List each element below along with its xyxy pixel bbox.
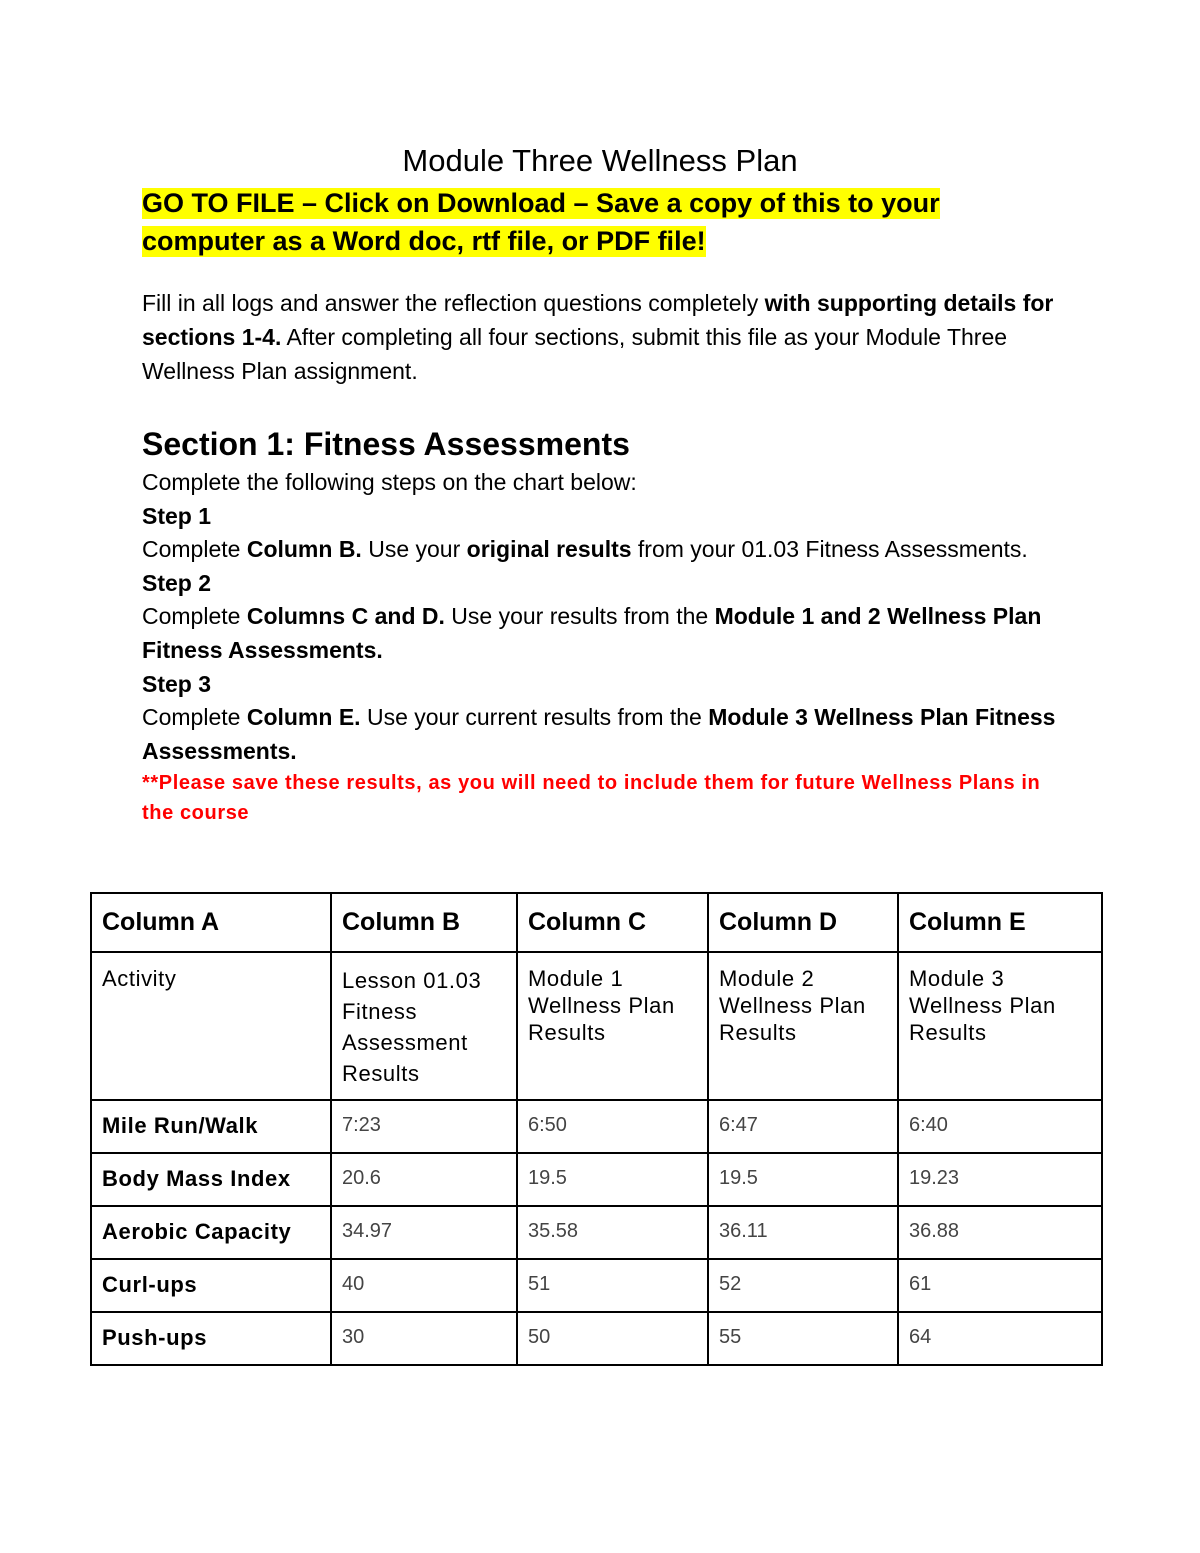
- download-instruction-line-2: computer as a Word doc, rtf file, or PDF file!: [142, 226, 706, 256]
- table-cell: 50: [517, 1312, 708, 1365]
- table-cell-activity: Body Mass Index: [91, 1153, 331, 1206]
- table-cell: 20.6: [331, 1153, 517, 1206]
- table-cell: 36.88: [898, 1206, 1102, 1259]
- intro-bold-text: with supporting details for sections 1-4.: [142, 290, 1054, 350]
- table-header-cell: Column A: [91, 893, 331, 952]
- table-cell: 30: [331, 1312, 517, 1365]
- table-header-cell: Column B: [331, 893, 517, 952]
- table-subheader-row: [91, 952, 1102, 1100]
- table-header-row: [91, 893, 1102, 952]
- step-1-label: Step 1: [142, 502, 212, 529]
- table-cell: 7:23: [331, 1100, 517, 1153]
- table-header-cell: Column D: [708, 893, 898, 952]
- step-3-label: Step 3: [142, 670, 212, 697]
- table-row: [91, 1153, 1102, 1206]
- table-cell-activity: Push-ups: [91, 1312, 331, 1365]
- step-2-text: Complete Columns C and D. Use your results from the Module 1 and 2 Wellness Plan Fitness Assessments.: [142, 603, 1042, 663]
- table-cell: 40: [331, 1259, 517, 1312]
- table-header-cell: Column E: [898, 893, 1102, 952]
- table-row: [91, 1259, 1102, 1312]
- table-cell: 34.97: [331, 1206, 517, 1259]
- step-1-text: Complete Column B. Use your original results from your 01.03 Fitness Assessments.: [142, 536, 1028, 563]
- table-cell: 61: [898, 1259, 1102, 1312]
- table-subheader-cell: Module 2 Wellness Plan Results: [708, 952, 898, 1100]
- section-1-heading: Section 1: Fitness Assessments: [142, 426, 630, 462]
- download-instruction-line-1: GO TO FILE – Click on Download – Save a copy of this to your: [142, 188, 940, 218]
- table-subheader-cell: Lesson 01.03 Fitness Assessment Results: [331, 952, 517, 1100]
- page-title: Module Three Wellness Plan: [402, 143, 798, 178]
- table-row: [91, 1312, 1102, 1365]
- table-row: [91, 1206, 1102, 1259]
- table-cell-activity: Curl-ups: [91, 1259, 331, 1312]
- table-cell: 36.11: [708, 1206, 898, 1259]
- save-results-note: **Please save these results, as you will need to include them for future Wellness Plans in the course: [142, 772, 1041, 825]
- step-3-text: Complete Column E. Use your current results from the Module 3 Wellness Plan Fitness Assessments.: [142, 704, 1056, 764]
- section-1-instructions: [142, 466, 1072, 828]
- table-cell: 55: [708, 1312, 898, 1365]
- table-subheader-cell: Module 1 Wellness Plan Results: [517, 952, 708, 1100]
- intro-paragraph: [142, 286, 1072, 388]
- table-row: [91, 1100, 1102, 1153]
- table-cell: 52: [708, 1259, 898, 1312]
- step-2-label: Step 2: [142, 569, 212, 596]
- table-cell: 35.58: [517, 1206, 708, 1259]
- table-cell: 6:50: [517, 1100, 708, 1153]
- document-body: [142, 140, 1072, 828]
- intro-text-1: Fill in all logs and answer the reflection questions completely: [142, 290, 765, 316]
- table-header-cell: Column C: [517, 893, 708, 952]
- section-1-lead: Complete the following steps on the chart below:: [142, 469, 637, 495]
- table-cell: 6:40: [898, 1100, 1102, 1153]
- download-instruction: [142, 184, 1072, 260]
- table-subheader-cell: Activity: [91, 952, 331, 1100]
- table-cell: 51: [517, 1259, 708, 1312]
- intro-text-2: After completing all four sections, submit this file as your Module Three Wellness Plan assignment.: [142, 324, 1008, 384]
- table-subheader-cell: Module 3 Wellness Plan Results: [898, 952, 1102, 1100]
- fitness-assessment-table: [90, 892, 1103, 1366]
- table-cell: 19.5: [708, 1153, 898, 1206]
- table-cell: 64: [898, 1312, 1102, 1365]
- table-cell: 6:47: [708, 1100, 898, 1153]
- table-cell: 19.23: [898, 1153, 1102, 1206]
- table-cell-activity: Aerobic Capacity: [91, 1206, 331, 1259]
- table-cell-activity: Mile Run/Walk: [91, 1100, 331, 1153]
- table-cell: 19.5: [517, 1153, 708, 1206]
